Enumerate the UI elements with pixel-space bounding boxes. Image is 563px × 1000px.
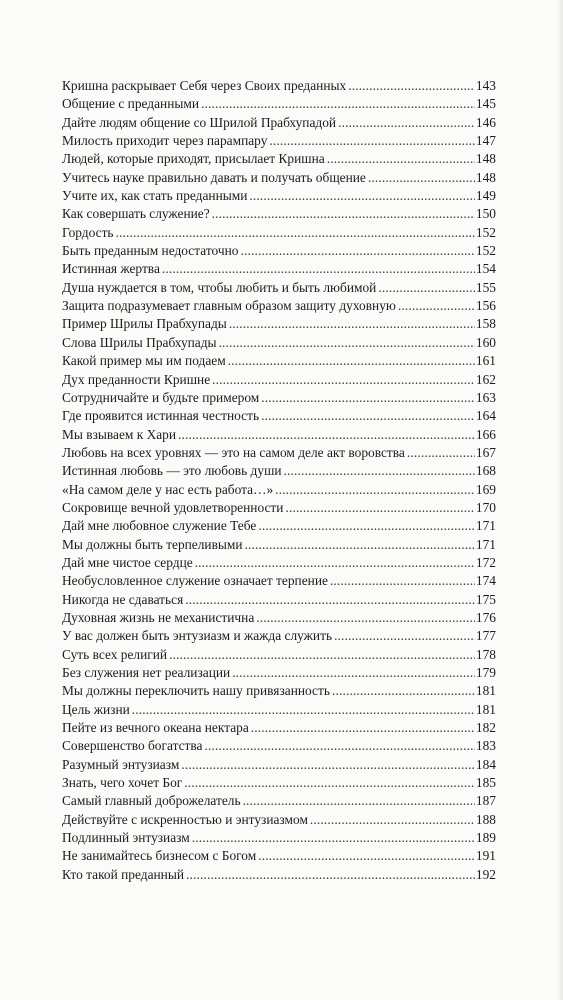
- toc-entry: [62, 95, 496, 113]
- toc-entry-page-number: 148: [475, 169, 496, 185]
- toc-entry: [62, 242, 496, 260]
- toc-entry: [62, 719, 496, 737]
- toc-entry: [62, 352, 496, 370]
- dot-leader: [192, 829, 475, 847]
- dot-leader: [169, 646, 475, 664]
- toc-entry-page-number: 146: [475, 114, 496, 130]
- toc-entry-page-number: 147: [475, 133, 496, 149]
- dot-leader: [181, 756, 475, 774]
- toc-entry-title: Самый главный доброжелатель: [62, 793, 241, 809]
- toc-entry: [62, 426, 496, 444]
- dot-leader: [212, 371, 475, 389]
- toc-entry: [62, 481, 496, 499]
- dot-leader: [195, 554, 475, 572]
- toc-entry-page-number: 192: [475, 866, 496, 882]
- toc-entry-page-number: 168: [475, 463, 496, 479]
- toc-entry-page-number: 176: [475, 609, 496, 625]
- toc-entry-page-number: 191: [475, 848, 496, 864]
- dot-leader: [398, 297, 475, 315]
- dot-leader: [219, 334, 475, 352]
- toc-entry: [62, 847, 496, 865]
- toc-entry: [62, 187, 496, 205]
- dot-leader: [269, 132, 475, 150]
- toc-entry-title: Истинная любовь — это любовь души: [62, 463, 282, 479]
- dot-leader: [116, 224, 475, 242]
- dot-leader: [162, 260, 475, 278]
- toc-entry: [62, 150, 496, 168]
- toc-entry-title: Людей, которые приходят, присылает Кришна: [62, 151, 325, 167]
- dot-leader: [185, 591, 475, 609]
- toc-entry-title: Пейте из вечного океана нектара: [62, 720, 249, 736]
- toc-entry-title: Сотрудничайте и будьте примером: [62, 389, 260, 405]
- toc-entry-page-number: 179: [475, 665, 496, 680]
- toc-entry-page-number: 189: [475, 830, 496, 846]
- toc-entry-page-number: 171: [475, 536, 496, 552]
- toc-entry-page-number: 171: [475, 518, 496, 534]
- dot-leader: [256, 609, 475, 627]
- toc-entry-title: У вас должен быть энтузиазм и жажда служить: [62, 628, 333, 644]
- toc-entry-page-number: 188: [475, 811, 496, 827]
- toc-entry-page-number: 162: [475, 371, 496, 387]
- toc-entry-title: Действуйте с искренностью и энтузиазмом: [62, 811, 308, 827]
- toc-entry: [62, 517, 496, 535]
- toc-entry: [62, 792, 496, 810]
- dot-leader: [284, 462, 475, 480]
- toc-entry-page-number: 152: [475, 224, 496, 240]
- toc-entry: [62, 591, 496, 609]
- table-of-contents: [62, 77, 496, 884]
- toc-entry-title: Душа нуждается в том, чтобы любить и быть любимой: [62, 279, 377, 295]
- dot-leader: [251, 719, 475, 737]
- dot-leader: [132, 701, 475, 719]
- toc-entry-page-number: 187: [475, 793, 496, 809]
- toc-entry-page-number: 172: [475, 554, 496, 570]
- toc-entry-title: Дай мне чистое сердце: [62, 554, 193, 570]
- dot-leader: [261, 407, 475, 425]
- toc-entry: [62, 371, 496, 389]
- dot-leader: [310, 811, 475, 829]
- dot-leader: [240, 242, 474, 260]
- toc-entry-title: Слова Шрилы Прабхупады: [62, 334, 217, 350]
- dot-leader: [368, 169, 475, 187]
- dot-leader: [201, 95, 475, 113]
- toc-entry-page-number: 145: [475, 96, 496, 112]
- dot-leader: [232, 664, 475, 682]
- toc-entry: [62, 389, 496, 407]
- toc-entry-title: Милость приходит через парампару: [62, 133, 268, 149]
- toc-entry-title: Сокровище вечной удовлетворенности: [62, 499, 284, 515]
- toc-entry: [62, 829, 496, 847]
- toc-entry: [62, 572, 496, 590]
- toc-entry-page-number: 175: [475, 591, 496, 607]
- toc-entry: [62, 169, 496, 187]
- toc-entry-title: Дайте людям общение со Шрилой Прабхупадой: [62, 114, 337, 130]
- dot-leader: [228, 352, 475, 370]
- toc-entry-page-number: 150: [475, 206, 496, 222]
- dot-leader: [258, 847, 475, 865]
- toc-entry: [62, 627, 496, 645]
- dot-leader: [285, 499, 474, 517]
- toc-entry: [62, 462, 496, 480]
- toc-entry-page-number: 169: [475, 481, 496, 497]
- toc-entry: [62, 609, 496, 627]
- dot-leader: [348, 77, 475, 95]
- dot-leader: [334, 627, 475, 645]
- toc-entry-page-number: 158: [475, 316, 496, 332]
- toc-entry-title: Мы должны быть терпеливыми: [62, 536, 243, 552]
- toc-entry-title: Духовная жизнь не механистична: [62, 609, 255, 625]
- toc-entry: [62, 132, 496, 150]
- toc-entry-title: Учите их, как стать преданными: [62, 188, 248, 204]
- toc-entry: [62, 260, 496, 278]
- toc-entry-title: Подлинный энтузиазм: [62, 830, 190, 846]
- toc-entry-page-number: 143: [475, 78, 496, 93]
- dot-leader: [378, 279, 475, 297]
- toc-entry-page-number: 181: [475, 701, 496, 717]
- dot-leader: [205, 737, 475, 755]
- toc-entry: [62, 774, 496, 792]
- dot-leader: [184, 774, 475, 792]
- toc-entry-title: Какой пример мы им подаем: [62, 353, 226, 369]
- toc-entry-page-number: 164: [475, 408, 496, 424]
- toc-entry-page-number: 182: [475, 720, 496, 736]
- toc-entry-title: Гордость: [62, 224, 114, 240]
- toc-entry-title: Необусловленное служение означает терпение: [62, 573, 328, 589]
- toc-entry-title: Мы взываем к Хари: [62, 426, 177, 442]
- toc-entry-page-number: 178: [475, 646, 496, 662]
- dot-leader: [407, 444, 475, 462]
- dot-leader: [330, 572, 475, 590]
- toc-entry-page-number: 163: [475, 389, 496, 405]
- dot-leader: [229, 315, 475, 333]
- toc-entry: [62, 737, 496, 755]
- toc-entry-title: «На самом деле у нас есть работа…»: [62, 481, 274, 497]
- toc-entry-title: Истинная жертва: [62, 261, 160, 277]
- toc-entry: [62, 646, 496, 664]
- dot-leader: [186, 866, 475, 884]
- toc-entry-title: Никогда не сдаваться: [62, 591, 184, 607]
- dot-leader: [275, 481, 475, 499]
- toc-entry-title: Дух преданности Кришне: [62, 371, 211, 387]
- toc-entry: [62, 536, 496, 554]
- toc-entry-title: Мы должны переключить нашу привязанность: [62, 683, 330, 699]
- toc-entry-page-number: 148: [475, 151, 496, 167]
- toc-entry-page-number: 170: [475, 499, 496, 515]
- toc-entry-title: Кто такой преданный: [62, 866, 185, 882]
- toc-entry-title: Не занимайтесь бизнесом с Богом: [62, 848, 257, 864]
- toc-entry-title: Пример Шрилы Прабхупады: [62, 316, 227, 332]
- toc-entry: [62, 499, 496, 517]
- toc-entry-title: Кришна раскрывает Себя через Своих преданных: [62, 78, 347, 93]
- toc-entry-title: Без служения нет реализации: [62, 665, 231, 680]
- toc-entry: [62, 77, 496, 95]
- page-edge-shadow: [557, 0, 563, 1000]
- toc-entry-title: Общение с преданными: [62, 96, 200, 112]
- toc-entry-title: Знать, чего хочет Бог: [62, 775, 183, 791]
- toc-entry: [62, 297, 496, 315]
- toc-entry-title: Разумный энтузиазм: [62, 756, 180, 772]
- toc-entry: [62, 701, 496, 719]
- toc-entry-page-number: 167: [475, 444, 496, 460]
- toc-entry: [62, 114, 496, 132]
- toc-entry: [62, 315, 496, 333]
- toc-entry-page-number: 174: [475, 573, 496, 589]
- toc-entry-title: Совершенство богатства: [62, 738, 203, 754]
- toc-entry-page-number: 166: [475, 426, 496, 442]
- toc-entry-title: Дай мне любовное служение Тебе: [62, 518, 257, 534]
- toc-entry: [62, 756, 496, 774]
- toc-entry-title: Быть преданным недостаточно: [62, 243, 239, 259]
- toc-entry-title: Любовь на всех уровнях — это на самом деле акт воровства: [62, 444, 405, 460]
- toc-entry: [62, 205, 496, 223]
- dot-leader: [327, 150, 475, 168]
- toc-entry: [62, 279, 496, 297]
- dot-leader: [249, 187, 475, 205]
- toc-entry-page-number: 161: [475, 353, 496, 369]
- toc-entry-page-number: 155: [475, 279, 496, 295]
- toc-entry-title: Цель жизни: [62, 701, 130, 717]
- toc-entry-title: Как совершать служение?: [62, 206, 210, 222]
- toc-entry: [62, 664, 496, 682]
- toc-entry: [62, 682, 496, 700]
- toc-entry-page-number: 156: [475, 298, 496, 314]
- toc-entry: [62, 866, 496, 884]
- toc-entry-page-number: 160: [475, 334, 496, 350]
- toc-entry-page-number: 181: [475, 683, 496, 699]
- toc-entry-title: Суть всех религий: [62, 646, 168, 662]
- dot-leader: [243, 792, 475, 810]
- toc-entry-page-number: 154: [475, 261, 496, 277]
- toc-entry-page-number: 177: [475, 628, 496, 644]
- toc-entry-page-number: 152: [475, 243, 496, 259]
- dot-leader: [178, 426, 475, 444]
- dot-leader: [338, 114, 475, 132]
- toc-entry-page-number: 149: [475, 188, 496, 204]
- dot-leader: [332, 682, 475, 700]
- toc-entry: [62, 224, 496, 242]
- toc-entry: [62, 554, 496, 572]
- dot-leader: [261, 389, 475, 407]
- toc-entry-page-number: 184: [475, 756, 496, 772]
- dot-leader: [245, 536, 475, 554]
- toc-entry-page-number: 185: [475, 775, 496, 791]
- toc-entry: [62, 444, 496, 462]
- dot-leader: [258, 517, 475, 535]
- toc-entry-page-number: 183: [475, 738, 496, 754]
- toc-entry: [62, 811, 496, 829]
- toc-entry: [62, 407, 496, 425]
- toc-entry: [62, 334, 496, 352]
- toc-entry-title: Учитесь науке правильно давать и получать общение: [62, 169, 366, 185]
- toc-entry-title: Защита подразумевает главным образом защиту духовную: [62, 298, 396, 314]
- toc-entry-title: Где проявится истинная честность: [62, 408, 260, 424]
- dot-leader: [212, 205, 475, 223]
